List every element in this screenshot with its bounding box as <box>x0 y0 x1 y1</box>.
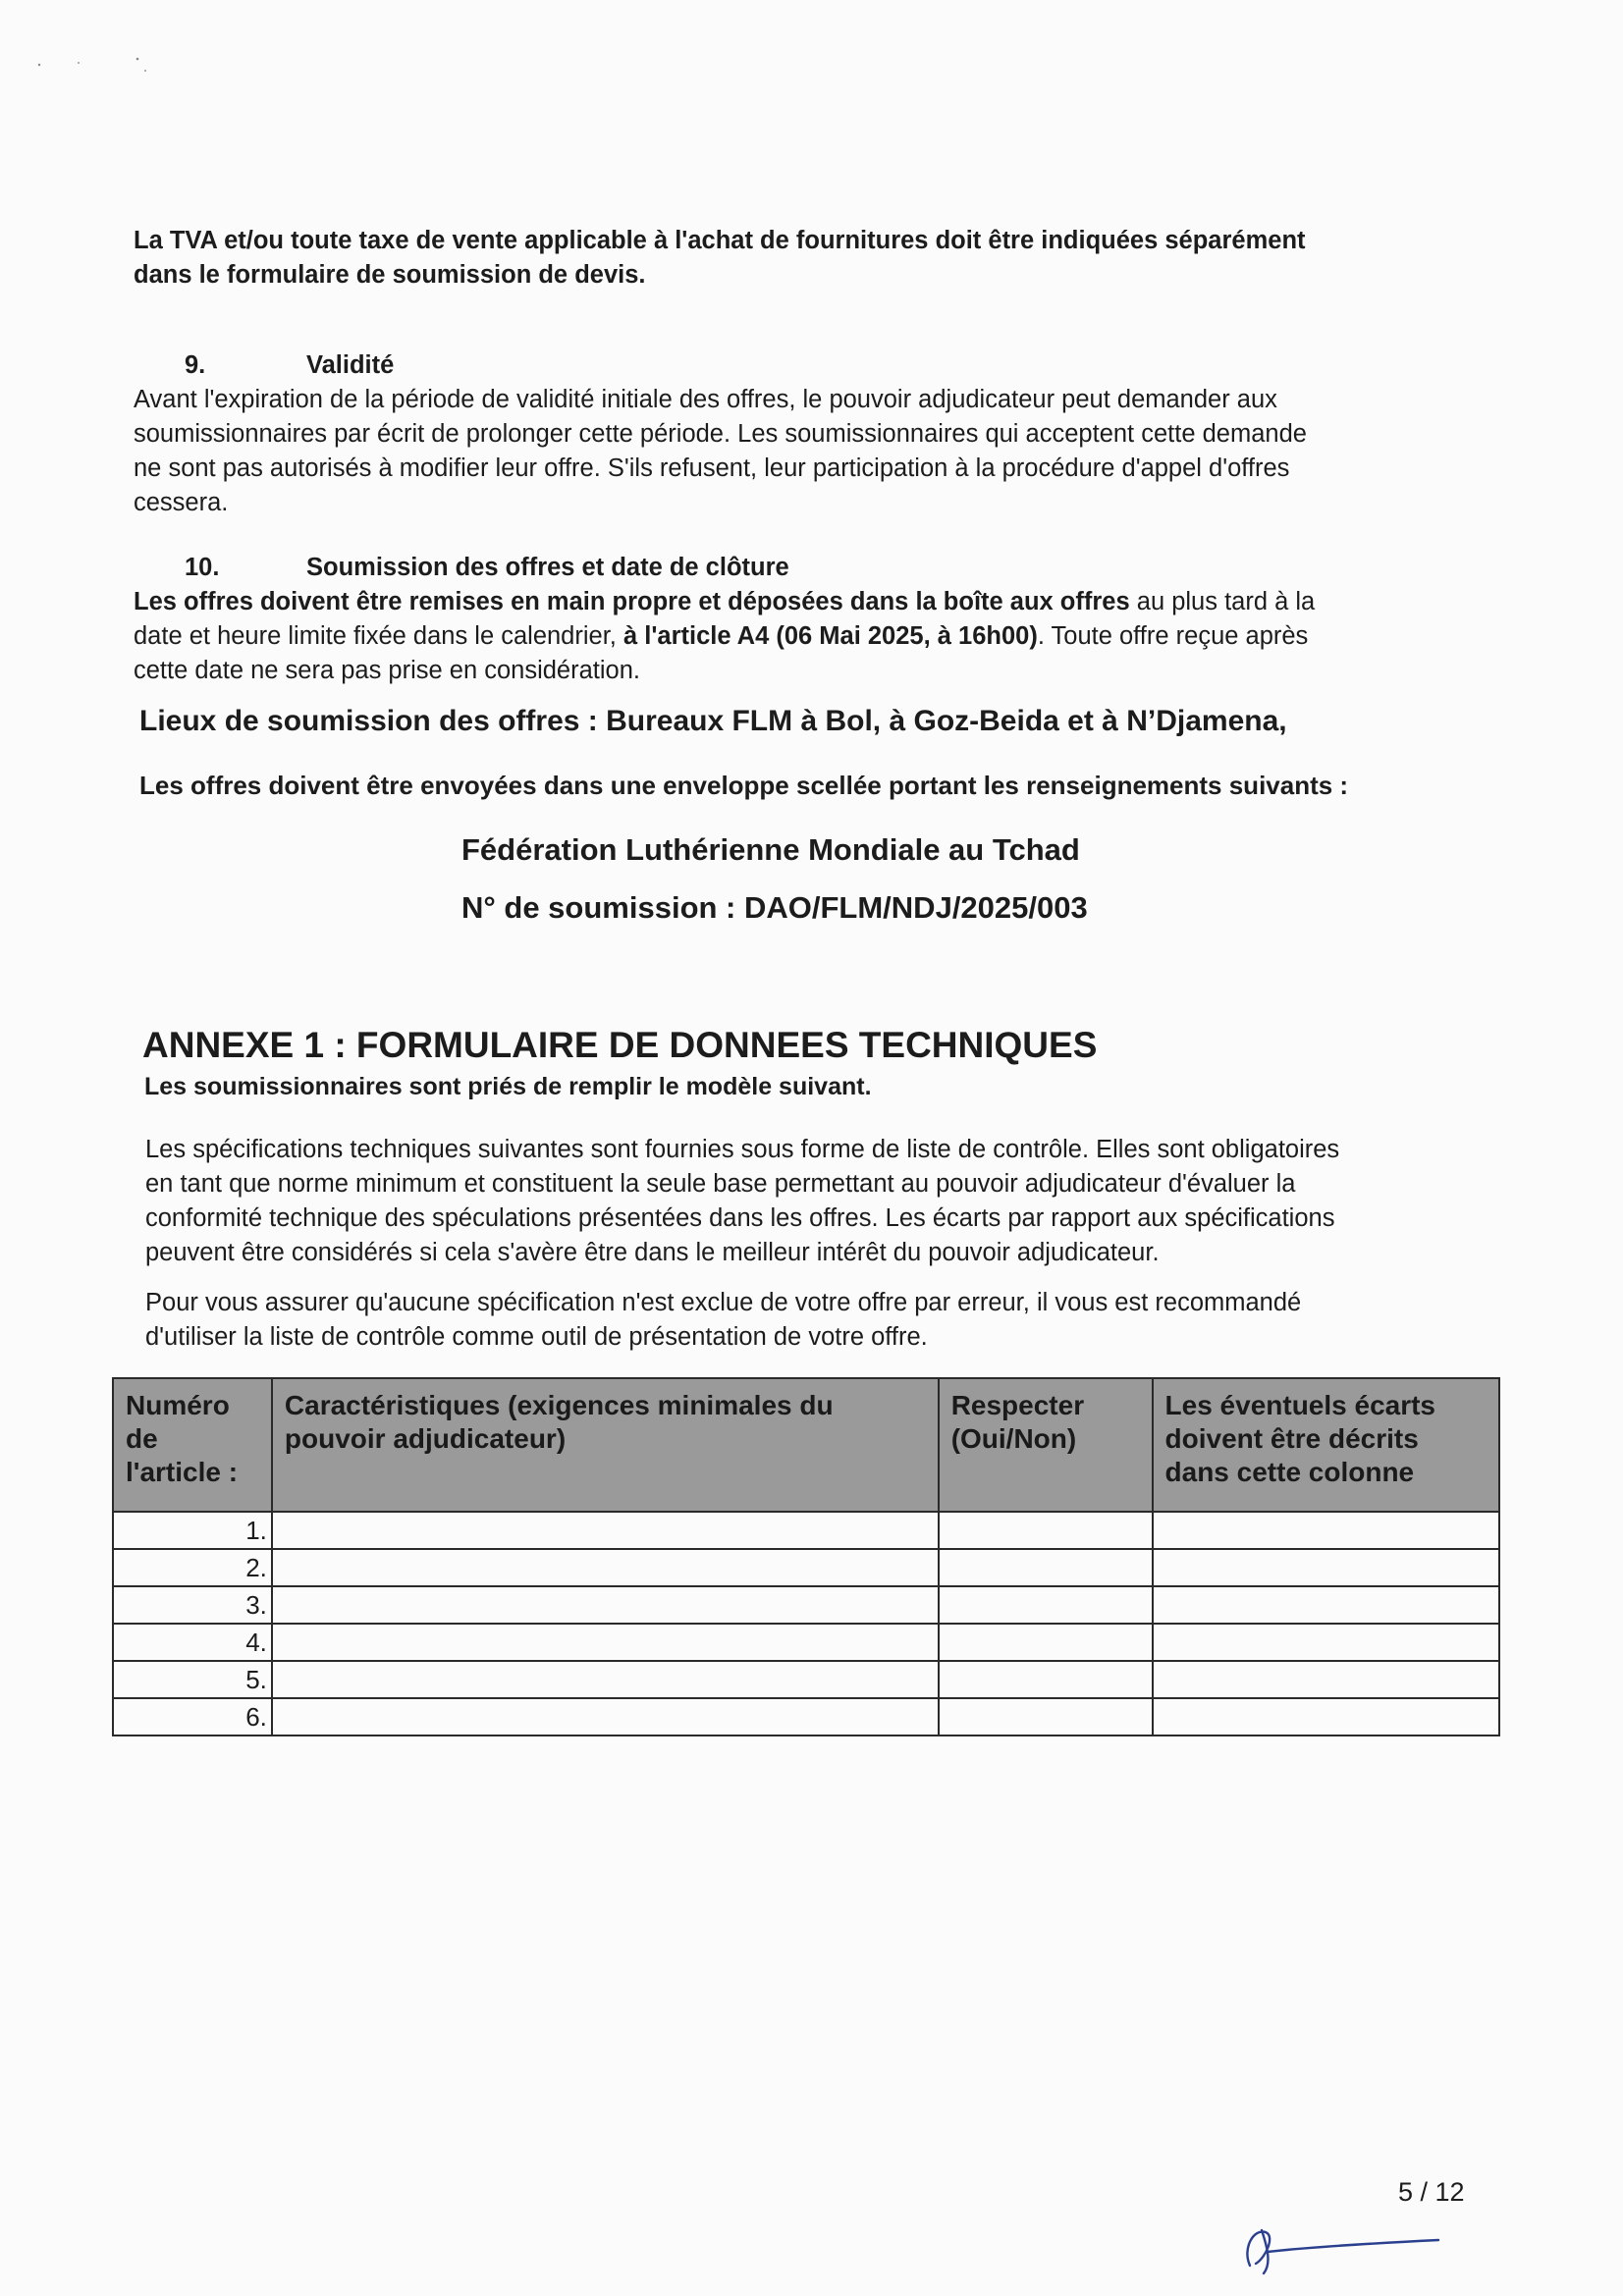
technical-data-table <box>112 1377 1500 1736</box>
paragraph-line: cette date ne sera pas prise en considération. <box>134 657 640 684</box>
scan-artifact <box>29 51 167 80</box>
deviation-cell <box>1153 1549 1499 1586</box>
annex-paragraph <box>145 1286 1481 1355</box>
table-row <box>113 1549 1499 1586</box>
row-number: 1. <box>113 1512 272 1549</box>
text-span: date et heure limite fixée dans le calendrier, <box>134 622 623 650</box>
row-number: 3. <box>113 1586 272 1624</box>
compliance-cell <box>939 1549 1153 1586</box>
deviation-cell <box>1153 1624 1499 1661</box>
paragraph-line: d'utiliser la liste de contrôle comme outil de présentation de votre offre. <box>145 1323 928 1351</box>
section-number: 9. <box>185 351 206 379</box>
annex-subtitle: Les soumissionnaires sont priés de remplir le modèle suivant. <box>144 1073 872 1100</box>
annex-paragraph <box>145 1133 1481 1270</box>
table-row <box>113 1624 1499 1661</box>
header-item-number: Numéro de l'article : <box>113 1378 272 1512</box>
compliance-cell <box>939 1512 1153 1549</box>
paragraph-line: peuvent être considérés si cela s'avère être dans le meilleur intérêt du pouvoir adjudicateur. <box>145 1239 1160 1266</box>
row-number: 5. <box>113 1661 272 1698</box>
submission-reference: N° de soumission : DAO/FLM/NDJ/2025/003 <box>461 890 1088 925</box>
paragraph-line: Les spécifications techniques suivantes sont fournies sous forme de liste de contrôle. Elles sont obligatoires <box>145 1136 1340 1163</box>
table-row <box>113 1661 1499 1698</box>
paragraph-line: Avant l'expiration de la période de validité initiale des offres, le pouvoir adjudicateur peut demander aux <box>134 386 1277 413</box>
section-soumission <box>134 550 1469 688</box>
characteristics-cell <box>272 1661 939 1698</box>
paragraph-line: cessera. <box>134 489 229 516</box>
characteristics-cell <box>272 1698 939 1735</box>
tva-notice-line: dans le formulaire de soumission de devis. <box>134 261 646 289</box>
section-heading <box>134 347 1469 383</box>
paragraph-line: Pour vous assurer qu'aucune spécification n'est exclue de votre offre par erreur, il vous est recommandé <box>145 1289 1302 1316</box>
deviation-cell <box>1153 1698 1499 1735</box>
submission-locations: Lieux de soumission des offres : Bureaux FLM à Bol, à Goz-Beida et à N’Djamena, <box>139 705 1287 737</box>
annex-title: ANNEXE 1 : FORMULAIRE DE DONNEES TECHNIQUES <box>142 1025 1098 1065</box>
paragraph-line: en tant que norme minimum et constituent la seule base permettant au pouvoir adjudicateur d'évaluer la <box>145 1170 1296 1198</box>
section-number: 10. <box>185 554 220 581</box>
header-characteristics: Caractéristiques (exigences minimales du pouvoir adjudicateur) <box>272 1378 939 1512</box>
row-number: 4. <box>113 1624 272 1661</box>
compliance-cell <box>939 1624 1153 1661</box>
table-header-row <box>113 1378 1499 1512</box>
header-deviations: Les éventuels écarts doivent être décrits dans cette colonne <box>1153 1378 1499 1512</box>
deadline-text: à l'article A4 (06 Mai 2025, à 16h00) <box>622 622 1038 650</box>
characteristics-cell <box>272 1586 939 1624</box>
deviation-cell <box>1153 1661 1499 1698</box>
section-title: Validité <box>306 351 395 379</box>
table-row <box>113 1698 1499 1735</box>
page-number: 5 / 12 <box>1398 2177 1465 2207</box>
characteristics-cell <box>272 1549 939 1586</box>
section-title: Soumission des offres et date de clôture <box>306 554 789 581</box>
compliance-cell <box>939 1661 1153 1698</box>
deviation-cell <box>1153 1512 1499 1549</box>
emphasis-text: Les offres doivent être remises en main propre et déposées dans la boîte aux offres <box>134 588 1130 615</box>
deviation-cell <box>1153 1586 1499 1624</box>
table-row <box>113 1512 1499 1549</box>
organisation-name: Fédération Luthérienne Mondiale au Tchad <box>461 832 1080 867</box>
header-compliance: Respecter (Oui/Non) <box>939 1378 1153 1512</box>
section-validite <box>134 347 1469 520</box>
handwritten-signature <box>1232 2218 1448 2277</box>
paragraph-line <box>134 619 1469 654</box>
paragraph-line <box>134 585 1469 619</box>
row-number: 6. <box>113 1698 272 1735</box>
characteristics-cell <box>272 1512 939 1549</box>
compliance-cell <box>939 1698 1153 1735</box>
compliance-cell <box>939 1586 1153 1624</box>
paragraph-line: conformité technique des spéculations présentées dans les offres. Les écarts par rapport aux spécifications <box>145 1204 1335 1232</box>
paragraph-line: soumissionnaires par écrit de prolonger cette période. Les soumissionnaires qui acceptent cette demande <box>134 420 1307 448</box>
tva-notice <box>134 224 1469 293</box>
tva-notice-line: La TVA et/ou toute taxe de vente applicable à l'achat de fournitures doit être indiquées séparément <box>134 227 1306 254</box>
table-row <box>113 1586 1499 1624</box>
section-heading <box>134 550 1469 585</box>
characteristics-cell <box>272 1624 939 1661</box>
row-number: 2. <box>113 1549 272 1586</box>
paragraph-line: ne sont pas autorisés à modifier leur offre. S'ils refusent, leur participation à la procédure d'appel d'offres <box>134 454 1290 482</box>
text-span: . Toute offre reçue après <box>1037 622 1309 650</box>
text-span: au plus tard à la <box>1129 588 1316 615</box>
envelope-instructions: Les offres doivent être envoyées dans une enveloppe scellée portant les renseignements suivants : <box>139 771 1349 800</box>
